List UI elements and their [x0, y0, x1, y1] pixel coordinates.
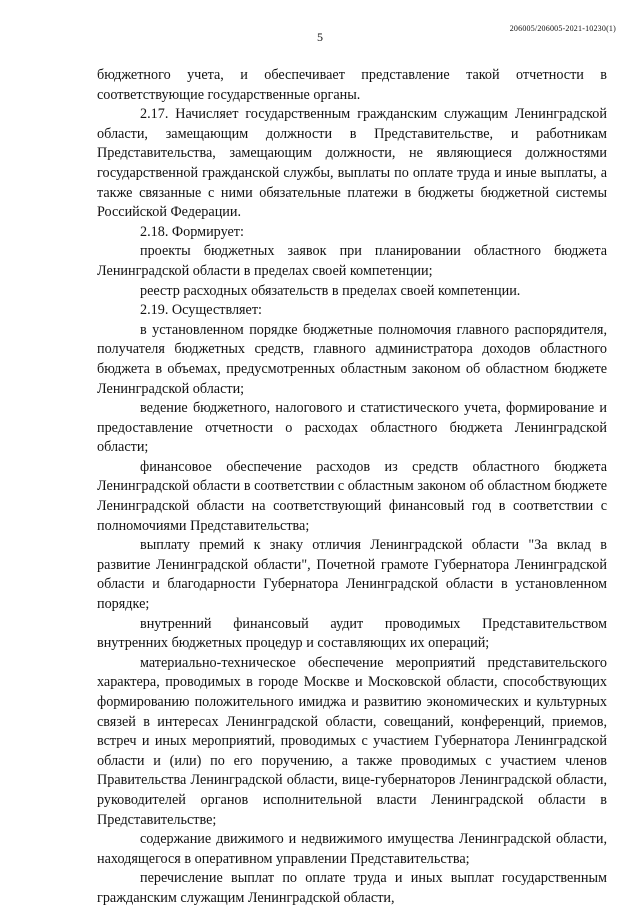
paragraph: материально-техническое обеспечение мероприятий представительского характера, проводимых в городе Москве и Московской области, способствующих формированию положительного имиджа и развитию экономических и культурных связей в интересах Ленинградской области, совещаний, конференций, приемов, встреч и иных мероприятий, проводимых с участием Губернатора Ленинградской области и (или) по его поручению, а также проводимых с участием членов Правительства Ленинградской области, вице-губернаторов Ленинградской области, руководителей органов исполнительной власти Ленинградской области в Представительстве;	[97, 654, 607, 828]
document-body	[97, 66, 607, 909]
paragraph: в установленном порядке бюджетные полномочия главного распорядителя, получателя бюджетных средств, главного администратора доходов областного бюджета в объемах, предусмотренных областным законом об областном бюджете Ленинградской области;	[97, 321, 607, 397]
page-number: 5	[317, 30, 323, 44]
document-id: 206005/206005-2021-10230(1)	[509, 24, 616, 33]
paragraph: перечисление выплат по оплате труда и иных выплат государственным гражданским служащим Ленинградской области,	[97, 870, 607, 906]
paragraph: ведение бюджетного, налогового и статистического учета, формирование и предоставление отчетности о расходах областного бюджета Ленинградской области;	[97, 400, 607, 456]
paragraph: проекты бюджетных заявок при планировании областного бюджета Ленинградской области в пределах своей компетенции;	[97, 243, 607, 279]
paragraph: выплату премий к знаку отличия Ленинградской области "За вклад в развитие Ленинградской области", Почетной грамоте Губернатора Ленинградской области и благодарности Губернатора Ленинградской области в установленном порядке;	[97, 537, 607, 613]
paragraph: содержание движимого и недвижимого имущества Ленинградской области, находящегося в оперативном управлении Представительства;	[97, 831, 607, 867]
paragraph: финансовое обеспечение расходов из средств областного бюджета Ленинградской области в соответствии с областным законом об областном бюджете Ленинградской области на соответствующий финансовый год в соответствии с полномочиями Представительства;	[97, 458, 607, 534]
paragraph: реестр расходных обязательств в пределах своей компетенции.	[140, 282, 521, 299]
paragraph: внутренний финансовый аудит проводимых Представительством внутренних бюджетных процедур и составляющих их операций;	[97, 615, 607, 652]
paragraph: 2.18. Формирует:	[140, 223, 244, 240]
paragraph: 2.19. Осуществляет:	[140, 302, 262, 319]
paragraph: бюджетного учета, и обеспечивает представление такой отчетности в соответствующие государственные органы.	[97, 67, 607, 103]
paragraph: 2.17. Начисляет государственным гражданским служащим Ленинградской области, замещающим должности в Представительстве, и работникам Представительства, замещающим должности, не являющиеся должностями государственной гражданской службы, выплаты по оплате труда и иные выплаты, а также связанные с ними обязательные платежи в бюджеты бюджетной системы Российской Федерации.	[97, 106, 607, 221]
